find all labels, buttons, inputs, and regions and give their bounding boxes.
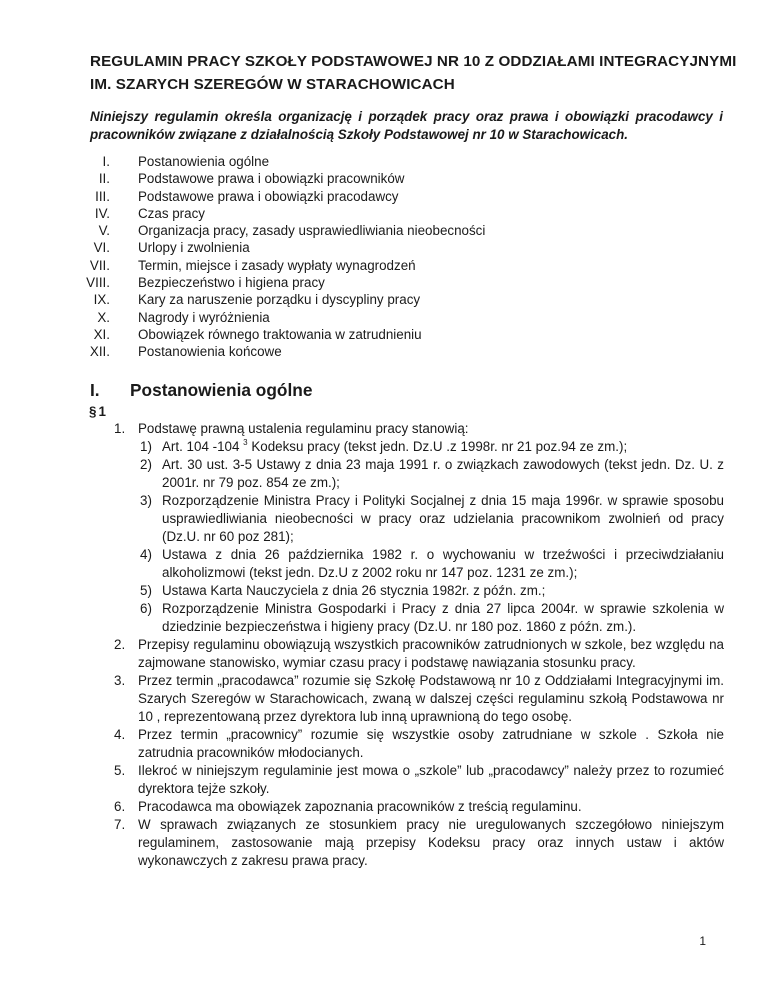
toc-item-number: IX. [93,292,110,308]
toc-item-number: III. [95,188,110,204]
item-text: Przepisy regulaminu obowiązują wszystkich pracowników zatrudnionych w szkole, bez względu na zajmowane stanowisko, wymiar czasu pracy i podstawę nawiązania stosunku pracy. [138,637,724,670]
toc-item [90,309,710,326]
sub-item-text: Rozporządzenie Ministra Gospodarki i Pracy z dnia 27 lipca 2004r. w sprawie szkolenia w dziedzinie bezpieczeństwa i higieny pracy (Dz.U. nr 180 poz. 1860 z późn. zm.). [162,601,724,634]
toc-item-label: Obowiązek równego traktowania w zatrudnieniu [138,326,422,342]
item-number: 1. [114,421,126,436]
item-number: 2. [114,637,126,652]
toc-item-label: Podstawowe prawa i obowiązki pracodawcy [138,188,399,204]
list-item [90,420,724,438]
section-number: I. [90,380,100,400]
item-text: Podstawę prawną ustalenia regulaminu pracy stanowią: [138,421,469,436]
toc-item-label: Urlopy i zwolnienia [138,240,250,256]
list-item [90,816,724,870]
toc-item-number: IV. [94,205,110,221]
item-number: 6. [114,799,126,814]
toc-item-number: I. [102,154,110,169]
toc-item-label: Postanowienia końcowe [138,344,282,360]
paragraph-mark: §1 [89,404,108,419]
list-item [90,762,724,798]
toc-item-label: Organizacja pracy, zasady usprawiedliwiania nieobecności [138,223,486,239]
toc-item [90,239,710,256]
list-item [90,636,724,672]
toc-item [86,274,710,291]
item-text: Przez termin „pracodawca” rozumie się Szkołę Podstawową nr 10 z Oddziałami Integracyjnymi im. Szarych Szeregów w Starachowicach, zwaną w dalszej części regulaminu szkołą Podstawowa nr 10 , reprezentowaną przez dyrektora lub inną uprawnioną do tego osobę. [138,673,724,724]
toc-item [90,326,710,343]
toc-item [90,343,710,360]
sub-item [90,600,724,636]
sub-item-number: 3) [140,493,152,508]
toc-item-number: II. [98,171,110,187]
intro-paragraph: Niniejszy regulamin określa organizację i porządek pracy oraz prawa i obowiązki pracodawcy i pracowników związane z działalnością Szkoły Podstawowej nr 10 w Starachowicach. [90,109,723,142]
sub-item-number: 2) [140,457,152,472]
item-number: 7. [114,817,126,832]
toc-item-number: VI. [93,240,110,256]
item-text: W sprawach związanych ze stosunkiem pracy nie uregulowanych szczegółowo niniejszym regulaminem, zastosowanie mają przepisy Kodeksu pracy oraz innych ustaw i aktów wykonawczych z zakresu prawa pracy. [138,817,724,868]
item-text: Ilekroć w niniejszym regulaminie jest mowa o „szkole” lub „pracodawcy” należy przez to rozumieć dyrektora tejże szkoły. [138,763,724,796]
toc-item-number: V. [98,223,110,239]
sub-item [90,492,724,546]
item-text: Przez termin „pracownicy” rozumie się wszystkie osoby zatrudniane w szkole . Szkoła nie zatrudnia pracowników młodocianych. [138,727,724,760]
toc-item-number: XII. [89,344,110,360]
toc-item-label: Bezpieczeństwo i higiena pracy [138,275,325,291]
toc-item-label: Czas pracy [138,205,205,221]
toc-item-label: Nagrody i wyróżnienia [138,309,270,325]
toc-item-label: Podstawowe prawa i obowiązki pracowników [138,171,405,187]
page-number: 1 [699,934,706,948]
section-title: Postanowienia ogólne [130,380,313,400]
sub-item-text: Rozporządzenie Ministra Pracy i Polityki Socjalnej z dnia 15 maja 1996r. w sprawie sposobu usprawiedliwiania nieobecności w pracy oraz udzielania pracownikom zwolnień od pracy (Dz.U. nr 60 poz 281); [162,493,724,544]
sub-item-text: Art. 30 ust. 3-5 Ustawy z dnia 23 maja 1991 r. o związkach zawodowych (tekst jedn. Dz. U. z 2001r. nr 79 poz. 854 ze zm.); [162,457,724,490]
sub-item-number: 4) [140,547,152,562]
table-of-contents [86,153,710,361]
toc-item [90,205,710,222]
toc-item-label: Kary za naruszenie porządku i dyscypliny pracy [138,292,421,308]
toc-item [90,188,710,205]
toc-item [90,170,710,187]
title-line-2: IM. SZARYCH SZEREGÓW W STARACHOWICACH [90,76,455,93]
sub-item-number: 6) [140,601,152,616]
sub-item-number: 1) [140,439,152,454]
regulation-list [90,420,724,870]
sub-item [90,582,724,600]
sub-item [90,456,724,492]
toc-item-number: VII. [89,257,110,273]
toc-item [90,153,710,170]
title-line-1: REGULAMIN PRACY SZKOŁY PODSTAWOWEJ NR 10 Z ODDZIAŁAMI INTEGRACYJNYMI [90,53,737,70]
item-text: Pracodawca ma obowiązek zapoznania pracowników z treścią regulaminu. [138,799,582,814]
sub-item-text-post: Kodeksu pracy (tekst jedn. Dz.U .z 1998r. nr 21 poz.94 ze zm.); [247,439,628,454]
toc-item-number: VIII. [86,275,110,291]
sub-item [90,438,724,456]
sub-item-text: Ustawa z dnia 26 października 1982 r. o wychowaniu w trzeźwości i przeciwdziałaniu alkoholizmowi (tekst jedn. Dz.U z 2002 roku nr 147 poz. 1231 ze zm.); [162,547,724,580]
document-title [90,50,737,96]
toc-item-label: Termin, miejsce i zasady wypłaty wynagrodzeń [138,257,416,273]
list-item [90,672,724,726]
toc-item-number: XI. [93,326,110,342]
sub-item-text-pre: Art. 104 -104 [162,439,244,454]
toc-item-label: Postanowienia ogólne [138,154,270,169]
sub-item-text: Ustawa Karta Nauczyciela z dnia 26 stycznia 1982r. z późn. zm.; [162,583,546,598]
item-number: 3. [114,673,126,688]
list-item [90,726,724,762]
item-number: 5. [114,763,126,778]
toc-item [90,222,710,239]
toc-item-number: X. [97,309,110,325]
toc-item [90,257,710,274]
sub-item [90,546,724,582]
list-item [90,798,724,816]
sub-item-number: 5) [140,583,152,598]
superscript: 3 [243,437,248,447]
item-number: 4. [114,727,126,742]
toc-item [90,291,710,308]
